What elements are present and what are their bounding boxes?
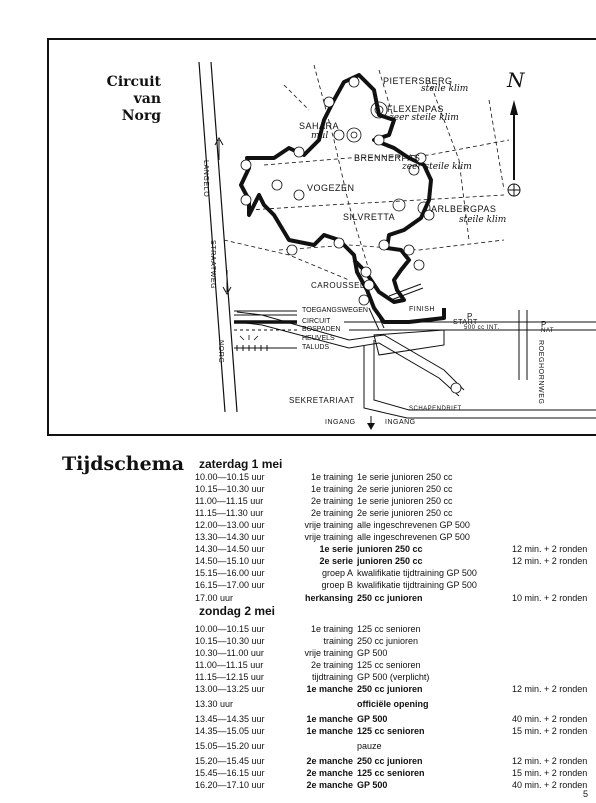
schedule-row <box>195 544 593 555</box>
label-vogezen: VOGEZEN <box>307 183 355 193</box>
schedule-row <box>195 472 593 483</box>
row-type: vrije training <box>304 648 353 658</box>
row-time: 15.20—15.45 uur <box>195 756 265 766</box>
row-description: 250 cc junioren <box>357 756 423 766</box>
label-nat: NAT <box>541 328 555 334</box>
row-time: 14.50—15.10 uur <box>195 556 265 566</box>
legend-toegangswegen: TOEGANGSWEGEN <box>302 307 368 314</box>
row-description: 1e serie junioren 250 cc <box>357 496 453 506</box>
label-zeer-steile-klim: zeer steile klim <box>389 113 459 123</box>
schedule-row <box>195 660 593 671</box>
schedule-row <box>195 726 593 737</box>
legend-circuit: CIRCUIT <box>302 318 331 325</box>
schedule-row <box>195 672 593 683</box>
label-steile-klim-2: steile klim <box>459 215 507 225</box>
legend-heuvels: HEUVELS <box>302 335 335 342</box>
row-description: 125 cc senioren <box>357 660 421 670</box>
row-time: 14.35—15.05 uur <box>195 726 265 736</box>
schedule-row <box>195 532 593 543</box>
map-title-line: van <box>133 91 161 107</box>
row-type: 2e manche <box>306 780 353 790</box>
row-time: 10.15—10.30 uur <box>195 484 265 494</box>
row-description: 1e serie junioren 250 cc <box>357 472 453 482</box>
label-straatweg: STRAATWEG <box>209 240 216 290</box>
schedule-row <box>195 593 593 604</box>
label-parking-2: P <box>541 320 547 329</box>
row-time: 16.20—17.10 uur <box>195 780 265 790</box>
row-time: 11.00—11.15 uur <box>195 660 264 670</box>
row-description: 250 cc junioren <box>357 636 419 646</box>
row-description: 125 cc senioren <box>357 624 421 634</box>
label-roeghornweg: ROEGHORNWEG <box>537 340 544 405</box>
row-description: kwalifikatie tijdtraining GP 500 <box>357 568 477 578</box>
row-type: 1e training <box>310 624 353 634</box>
row-description: GP 500 <box>357 648 388 658</box>
row-time: 10.30—11.00 uur <box>195 648 264 658</box>
row-type: 2e serie <box>319 556 353 566</box>
compass-north-label: N <box>507 68 525 92</box>
map-title-line: Norg <box>121 108 161 124</box>
schedule-row <box>195 768 593 779</box>
row-type: 1e manche <box>306 714 353 724</box>
row-time: 15.45—16.15 uur <box>195 768 265 778</box>
schedule-row <box>195 624 593 635</box>
label-mul: mul <box>311 131 329 141</box>
schedule-row <box>195 508 593 519</box>
row-description: officiële opening <box>357 699 429 709</box>
label-start: START <box>453 319 478 326</box>
schedule-row <box>195 780 593 791</box>
row-time: 13.00—13.25 uur <box>195 684 265 694</box>
row-time: 16.15—17.00 uur <box>195 580 265 590</box>
label-ingang-2: INGANG <box>385 419 416 426</box>
row-type: groep A <box>321 568 353 578</box>
label-schapendrift: SCHAPENDRIFT <box>409 406 462 412</box>
schedule-row <box>195 520 593 531</box>
row-duration: 12 min. + 2 ronden <box>512 556 588 566</box>
row-time: 15.05—15.20 uur <box>195 741 265 751</box>
map-title-line: Circuit <box>106 74 161 90</box>
row-type: 1e manche <box>306 726 353 736</box>
page-number: 5 <box>583 789 589 799</box>
row-description: alle ingeschrevenen GP 500 <box>357 520 470 530</box>
label-flexenpas: FLEXENPAS <box>387 104 444 114</box>
row-type: groep B <box>321 580 353 590</box>
row-description: 125 cc senioren <box>357 726 425 736</box>
label-arlbergpas: ARLBERGPAS <box>431 204 497 214</box>
label-finish: FINISH <box>409 306 435 313</box>
row-duration: 12 min. + 2 ronden <box>512 684 588 694</box>
row-description: 250 cc junioren <box>357 593 423 603</box>
row-description: 2e serie junioren 250 cc <box>357 484 453 494</box>
row-description: alle ingeschrevenen GP 500 <box>357 532 470 542</box>
row-type: 2e training <box>310 508 353 518</box>
row-duration: 12 min. + 2 ronden <box>512 544 588 554</box>
row-description: junioren 250 cc <box>357 556 423 566</box>
row-type: herkansing <box>304 593 353 603</box>
row-time: 10.00—10.15 uur <box>195 624 265 634</box>
row-time: 15.15—16.00 uur <box>195 568 265 578</box>
row-type: 1e training <box>310 484 353 494</box>
row-time: 11.15—11.30 uur <box>195 508 264 518</box>
row-type: vrije training <box>304 520 353 530</box>
row-duration: 15 min. + 2 ronden <box>512 726 588 736</box>
row-type: vrije training <box>304 532 353 542</box>
schedule-row <box>195 580 593 591</box>
label-sekretariaat: SEKRETARIAAT <box>289 396 355 405</box>
schedule-row <box>195 568 593 579</box>
row-type: 2e manche <box>306 756 353 766</box>
row-time: 13.30—14.30 uur <box>195 532 265 542</box>
label-500cc-int: 500 cc INT. <box>464 325 500 331</box>
label-silvretta: SILVRETTA <box>343 212 396 222</box>
day-heading: zondag 2 mei <box>199 604 276 618</box>
row-description: 125 cc senioren <box>357 768 425 778</box>
schedule-row <box>195 684 593 695</box>
label-steile-klim: steile klim <box>421 84 469 94</box>
row-description: junioren 250 cc <box>357 544 423 554</box>
row-duration: 40 min. + 2 ronden <box>512 714 588 724</box>
row-time: 10.00—10.15 uur <box>195 472 265 482</box>
row-description: 250 cc junioren <box>357 684 423 694</box>
row-type: 2e training <box>310 496 353 506</box>
row-description: 2e serie junioren 250 cc <box>357 508 453 518</box>
schedule-row <box>195 648 593 659</box>
circuit-map <box>47 38 596 436</box>
row-type: 2e manche <box>306 768 353 778</box>
row-time: 17.00 uur <box>195 593 234 603</box>
row-duration: 15 min. + 2 ronden <box>512 768 588 778</box>
label-brennerpas: BRENNERPAS <box>354 153 421 163</box>
row-time: 12.00—13.00 uur <box>195 520 265 530</box>
schedule-row <box>195 741 593 752</box>
schedule-row <box>195 556 593 567</box>
label-sahara: SAHARA <box>299 121 340 131</box>
row-description: kwalifikatie tijdtraining GP 500 <box>357 580 477 590</box>
schedule-row <box>195 636 593 647</box>
row-description: pauze <box>357 741 382 751</box>
schedule-row <box>195 714 593 725</box>
row-type: 1e training <box>310 472 353 482</box>
schedule-row <box>195 496 593 507</box>
map-title <box>81 74 161 125</box>
legend-bospaden: BOSPADEN <box>302 326 341 333</box>
schedule-row <box>195 756 593 767</box>
label-langelo: LANGELO <box>202 160 209 198</box>
row-type: 1e serie <box>319 544 353 554</box>
legend-taluds: TALUDS <box>302 344 330 351</box>
row-time: 13.30 uur <box>195 699 234 709</box>
label-norg: NORG <box>217 340 224 364</box>
schedule-row <box>195 699 593 710</box>
row-time: 11.00—11.15 uur <box>195 496 264 506</box>
label-caroussel: CAROUSSEL <box>311 281 365 290</box>
schedule-row <box>195 484 593 495</box>
row-type: 1e manche <box>306 684 353 694</box>
label-zeer-steile-klim-2: zeer steile klim <box>402 162 472 172</box>
row-type: training <box>323 636 353 646</box>
row-time: 11.15—12.15 uur <box>195 672 264 682</box>
day-heading: zaterdag 1 mei <box>199 457 283 471</box>
label-pietersberg: PIETERSBERG <box>383 76 453 86</box>
row-duration: 40 min. + 2 ronden <box>512 780 588 790</box>
schedule-title: Tijdschema <box>62 453 185 475</box>
row-time: 14.30—14.50 uur <box>195 544 265 554</box>
row-description: GP 500 <box>357 714 388 724</box>
row-type: 2e training <box>310 660 353 670</box>
row-description: GP 500 <box>357 780 388 790</box>
row-time: 10.15—10.30 uur <box>195 636 265 646</box>
label-parking-1: P <box>467 312 473 321</box>
label-ingang-1: INGANG <box>325 419 356 426</box>
row-duration: 12 min. + 2 ronden <box>512 756 588 766</box>
row-type: tijdtraining <box>311 672 353 682</box>
row-time: 13.45—14.35 uur <box>195 714 265 724</box>
row-duration: 10 min. + 2 ronden <box>512 593 588 603</box>
row-description: GP 500 (verplicht) <box>357 672 430 682</box>
